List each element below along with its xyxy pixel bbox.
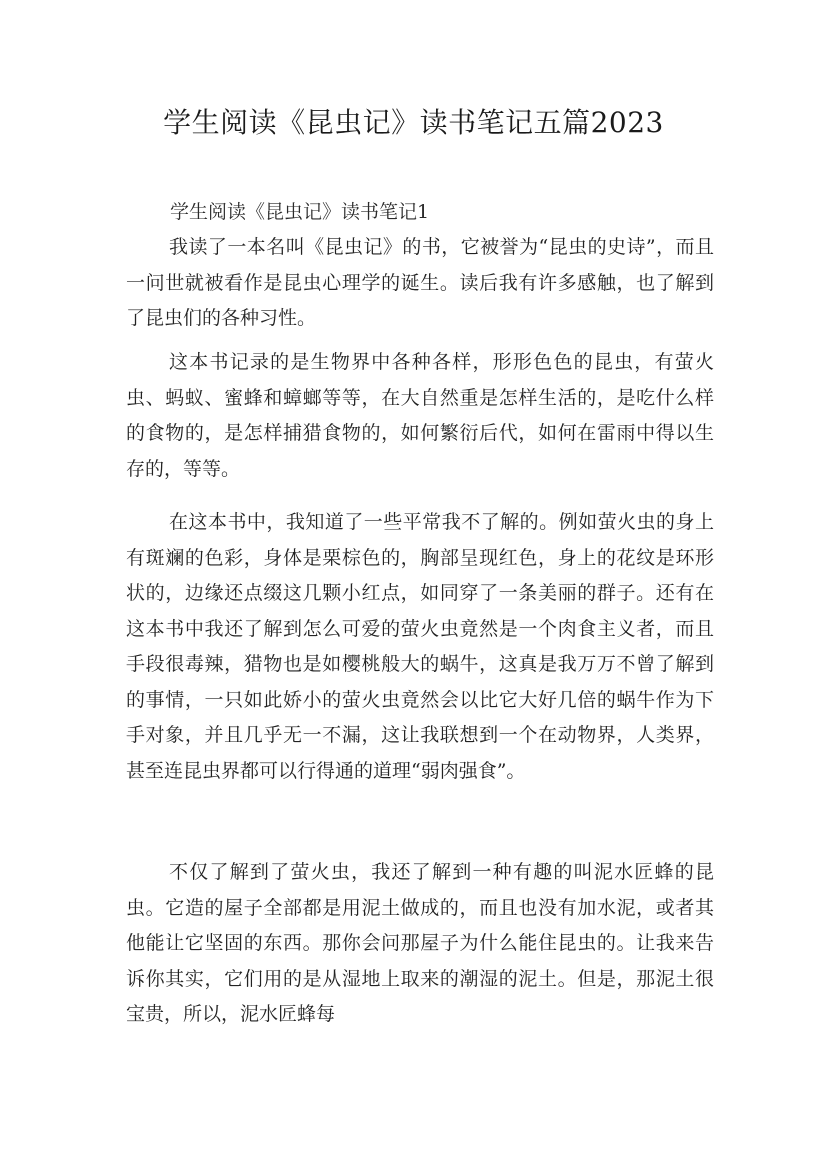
paragraph-1: 我读了一本名叫《昆虫记》的书，它被誉为“昆虫的史诗”，而且一问世就被看作是昆虫心理学的诞生。读后我有许多感触，也了解到了昆虫们的各种习性。 xyxy=(126,236,714,329)
document-title: 学生阅读《昆虫记》读书笔记五篇2023 xyxy=(163,106,664,139)
paragraph-2: 这本书记录的是生物界中各种各样，形形色色的昆虫，有萤火虫、蚂蚁、蜜蜂和蟑螂等等，在大自然重是怎样生活的，是吃什么样的食物的，是怎样捕猎食物的，如何繁衍后代，如何在雷雨中得以生存的，等等。 xyxy=(126,351,714,480)
section-heading: 学生阅读《昆虫记》读书笔记1 xyxy=(170,201,430,223)
paragraph-4: 不仅了解到了萤火虫，我还了解到一种有趣的叫泥水匠蜂的昆虫。它造的屋子全部都是用泥土做成的，而且也没有加水泥，或者其他能让它坚固的东西。那你会问那屋子为什么能住昆虫的。让我来告诉你其实，它们用的是从湿地上取来的潮湿的泥土。但是，那泥土很宝贵，所以，泥水匠蜂每 xyxy=(126,861,714,1025)
paragraph-3: 在这本书中，我知道了一些平常我不了解的。例如萤火虫的身上有斑斓的色彩，身体是栗棕色的，胸部呈现红色，身上的花纹是环形状的，边缘还点缀这几颗小红点，如同穿了一条美丽的群子。还有在这本书中我还了解到怎么可爱的萤火虫竟然是一个肉食主义者，而且手段很毒辣，猎物也是如樱桃般大的蜗牛，这真是我万万不曾了解到的事情，一只如此娇小的萤火虫竟然会以比它大好几倍的蜗牛作为下手对象，并且几乎无一不漏，这让我联想到一个在动物界，人类界，甚至连昆虫界都可以行得通的道理“弱肉强食”。 xyxy=(126,511,714,782)
